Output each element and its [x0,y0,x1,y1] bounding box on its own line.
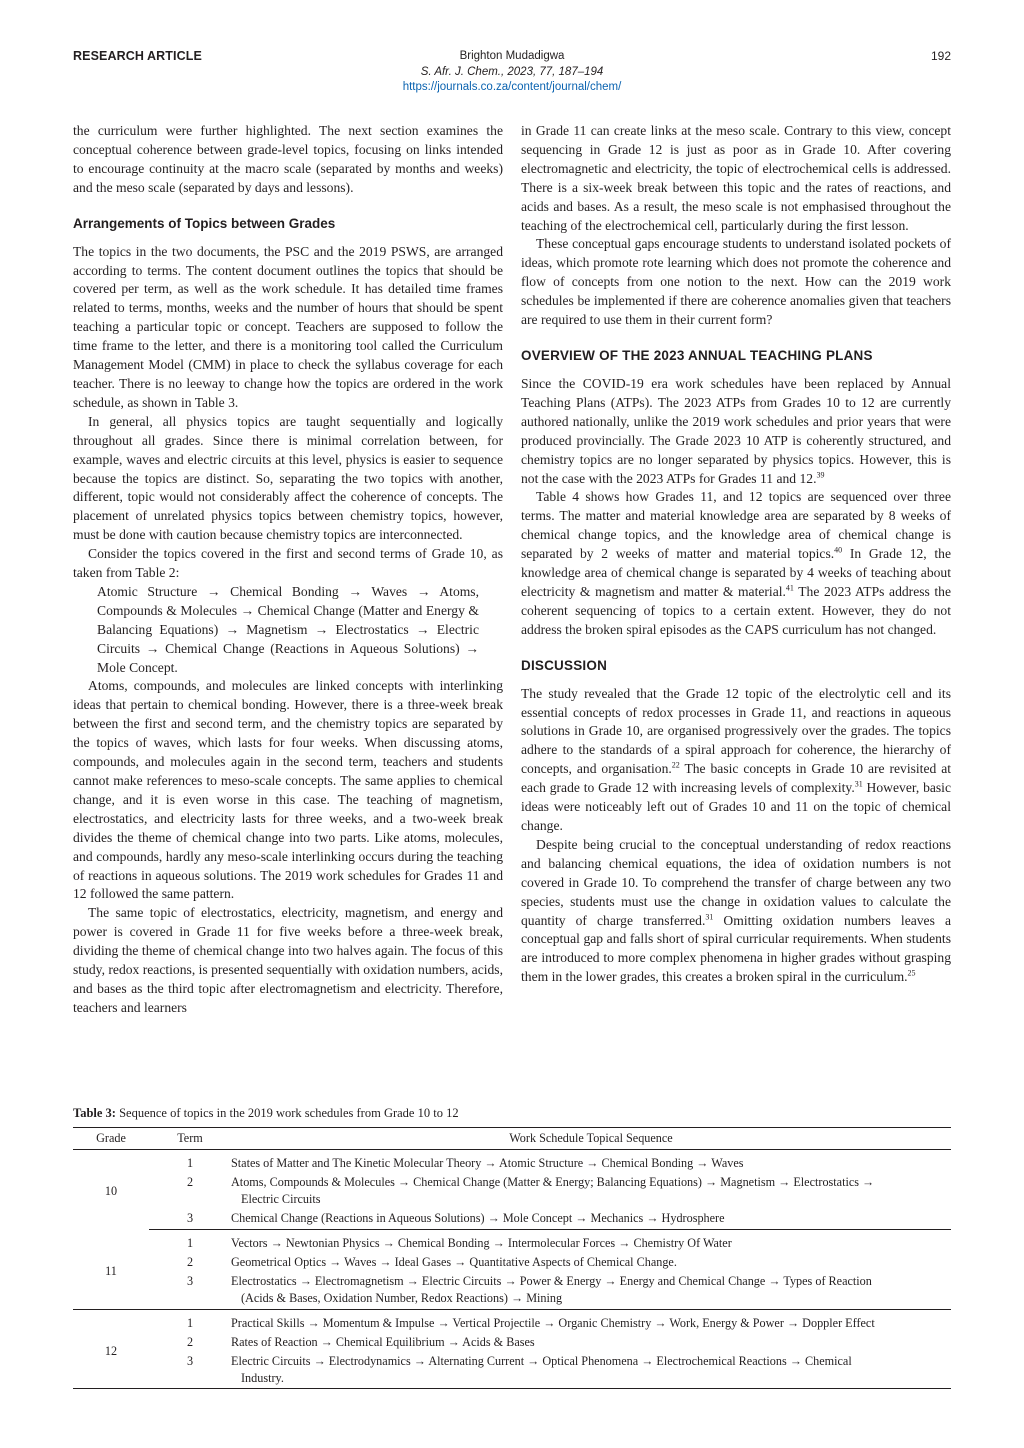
table-row [73,1150,951,1174]
paragraph: The topics in the two documents, the PSC and the 2019 PSWS, are arranged according to terms. The content document outlines the topics that should be covered per term, as well as the work schedule. It has detailed time frames related to terms, months, weeks and the number of hours that should be spent teaching a particular topic or concept. Teachers are supposed to follow the time frame to the letter, and there is a monitoring tool called the Curriculum Management Model (CMM) in place to check the syllabus coverage for each teacher. There is no leeway to change how the topics are ordered in the work schedule, as shown in Table 3. [73,243,503,410]
term-cell: 2 [186,1335,194,1349]
table-caption: Table 3: Sequence of topics in the 2019 work schedules from Grade 10 to 12 [73,1106,459,1120]
table-row [73,1253,951,1272]
paragraph: Table 4 shows how Grades 11, and 12 topics are sequenced over three terms. The matter and material knowledge area are separated by 8 weeks of chemical change topics, and the knowledge area of chemical change is separated by 2 weeks of matter and material topics.$^{40}$ In Grade 12, the knowledge area of chemical change is separated by 4 weeks of teaching about electricity & magnetism and matter & material.$^{41}$ The 2023 ATPs address the coherent sequencing of topics to a certain extent. However, they do not address the broken spiral episodes as the CAPS curriculum has not changed. [521,489,951,637]
term-cell: 2 [186,1255,194,1269]
term-cell: 1 [186,1236,194,1250]
table-row [73,1333,951,1352]
table-row [73,1173,951,1209]
paragraph: Despite being crucial to the conceptual understanding of redox reactions and balancing chemical equations, the idea of oxidation numbers is not covered in Grade 10. To comprehend the transfer of charge between any two species, students must use the change in oxidation values to calculate the quantity of charge transferred.$^{31}$ Omitting oxidation numbers leaves a conceptual gap and falls short of spiral curricular requirements. When students are introduced to more complex phenomena in higher grades without grasping them in the lower grades, this creates a broken spiral in the curriculum.$^{25}$ [521,836,951,985]
table-header-row [73,1128,951,1150]
term-cell: 3 [149,1272,231,1310]
grade-cell: 12 [73,1310,149,1389]
sequence-cell: Practical Skills → Momentum & Impulse → Vertical Projectile → Organic Chemistry → Work, Energy & Power → Doppler Effect [231,1316,875,1330]
paragraph: The study revealed that the Grade 12 topic of the electrolytic cell and its essential concepts of redox processes in Grade 11, and reactions in aqueous solutions in Grade 10, are organised progressively over the grades. The topics adhere to the standards of a spiral approach for coherence, the hierarchy of concepts, and organisation.$^{22}$ The basic concepts in Grade 10 are revisited at each grade to Grade 12 with increasing levels of complexity.$^{31}$ However, basic ideas were noticeably left out of Grades 10 and 11 on the topic of chemical change. [521,685,951,833]
citation-ref: 40 [834,545,843,555]
citation-block [73,49,951,96]
table-row [73,1272,951,1310]
column-header-term: Term [149,1128,231,1150]
citation-ref: 39 [816,469,825,479]
table-3 [73,1105,951,1389]
paragraph: In general, all physics topics are taught sequentially and logically throughout all grades. Since there is minimal correlation between, for example, waves and electric circuits at this level, physics is easier to sequence because the topics are distinct. So, separating the two topics with another, different, topic would not considerably affect the coherence of concepts. The placement of unrelated physics topics between chemistry topics, however, must be done with caution because chemistry topics are interconnected. [73,413,503,543]
column-header-sequence: Work Schedule Topical Sequence [231,1128,951,1150]
citation-ref: 31 [705,912,714,921]
term-cell: 1 [186,1156,194,1170]
journal-citation: S. Afr. J. Chem., 2023, 77, 187–194 [420,65,604,78]
subsection-heading: Arrangements of Topics between Grades [73,215,336,231]
journal-link[interactable]: https://journals.co.za/content/journal/chem/ [402,81,622,93]
section-heading: OVERVIEW OF THE 2023 ANNUAL TEACHING PLANS [521,347,873,363]
table-row [73,1230,951,1254]
grade-cell: 11 [73,1230,149,1310]
citation-ref: 31 [854,779,863,789]
citation-ref: 41 [785,583,794,593]
section-heading: DISCUSSION [521,657,608,673]
sequence-cell: Electric Circuits → Electrodynamics → Alternating Current → Optical Phenomena → Electrochemical Reactions → Chemical Industry. [231,1352,951,1389]
sequence-cell: Vectors → Newtonian Physics → Chemical Bonding → Intermolecular Forces → Chemistry Of Water [231,1236,732,1250]
sequence-cell: Electrostatics → Electromagnetism → Electric Circuits → Power & Energy → Energy and Chemical Change → Types of Reaction (Acids & Bases, Oxidation Number, Redox Reactions) → Mining [231,1272,951,1310]
sequence-cell: Chemical Change (Reactions in Aqueous Solutions) → Mole Concept → Mechanics → Hydrosphere [231,1209,951,1230]
term-cell: 3 [149,1352,231,1389]
citation-ref: 22 [671,760,680,770]
citation-ref: 25 [907,968,916,978]
page-header [73,46,951,98]
author-name: Brighton Mudadigwa [459,50,565,62]
grade-cell: 10 [104,1184,118,1199]
topic-sequence-quote: Atomic Structure → Chemical Bonding → Waves → Atoms, Compounds & Molecules → Chemical Change (Matter and Energy & Balancing Equations) → Magnetism → Electrostatics → Electric Circuits → Chemical Change (Reactions in Aqueous Solutions) → Mole Concept. [97,583,479,675]
left-column [73,122,503,1018]
sequence-cell: Geometrical Optics → Waves → Ideal Gases → Quantitative Aspects of Chemical Change. [231,1255,677,1269]
table-row [73,1352,951,1389]
sequence-cell: Rates of Reaction → Chemical Equilibrium → Acids & Bases [231,1335,535,1349]
paragraph: These conceptual gaps encourage students to understand isolated pockets of ideas, which promote rote learning which does not promote the coherence and flow of concepts from one notion to the next. How can the 2019 work schedules be implemented if there are coherence anomalies given that teachers are required to use them in their current form? [521,236,951,328]
table-row [73,1310,951,1334]
term-cell: 1 [186,1316,194,1330]
term-cell: 3 [149,1209,231,1230]
topic-sequence-table [73,1127,951,1389]
term-cell: 2 [186,1175,194,1189]
page-number: 192 [930,49,951,63]
paragraph: Since the COVID-19 era work schedules have been replaced by Annual Teaching Plans (ATPs). The 2023 ATPs from Grades 10 to 12 are currently authored nationally, unlike the 2019 work schedules and prior years that were produced provincially. The Grade 2023 10 ATP is coherently structured, and chemistry topics are no longer separated by physics topics. However, this is not the case with the 2023 ATPs for Grades 11 and 12.39 [521,375,951,486]
paragraph: Atoms, compounds, and molecules are linked concepts with interlinking ideas that pertain to chemical bonding. However, there is a three-week break between the first and second term, and the chemistry topics are separated by the topics of waves, which lasts for four weeks. When discussing atoms, compounds, and molecules again in the second term, teachers and students cannot make references to meso-scale concepts. The same applies to chemical change, and it is even worse in this case. The teaching of magnetism, electrostatics, and electricity lasts for three weeks, and a two-week break divides the theme of chemical change into two parts. Like atoms, molecules, and compounds, hardly any meso-scale interlinking occurs during the teaching of reactions in aqueous solutions. The 2019 work schedules for Grades 11 and 12 followed the same pattern. [73,678,503,902]
paragraph: The same topic of electrostatics, electricity, magnetism, and energy and power is covered in Grade 11 for five weeks before a three-week break, dividing the theme of chemical change into two halves again. The focus of this study, redox reactions, is presented sequentially with oxidation numbers, acids, and bases as the third topic after electromagnetism and electricity. Therefore, teachers and learners [73,905,503,1015]
paragraph: in Grade 11 can create links at the meso scale. Contrary to this view, concept sequencing in Grade 12 is just as poor as in Grade 10. After covering electromagnetic and electricity, the topic of electrochemical cells is addressed. There is a six-week break between this topic and the rates of reactions, and acids and bases. As a result, the meso scale is not emphasised throughout the teaching of the electrochemical cell, particularly during the first lesson. [521,123,951,233]
sequence-cell: States of Matter and The Kinetic Molecular Theory → Atomic Structure → Chemical Bonding → Waves [231,1156,744,1170]
paragraph: Consider the topics covered in the first and second terms of Grade 10, as taken from Table 2: [73,546,503,581]
sequence-cell: Atoms, Compounds & Molecules → Chemical Change (Matter & Energy; Balancing Equations) → Magnetism → Electrostatics → Electric Circuits [231,1175,875,1206]
table-row [73,1209,951,1230]
article-type-label: RESEARCH ARTICLE [73,49,202,63]
paragraph: the curriculum were further highlighted. The next section examines the conceptual coherence between grade-level topics, focusing on links intended to encourage continuity at the macro scale (separated by months and weeks) and the meso scale (separated by days and lessons). [73,123,503,195]
right-column [521,122,951,987]
column-header-grade: Grade [73,1128,149,1150]
